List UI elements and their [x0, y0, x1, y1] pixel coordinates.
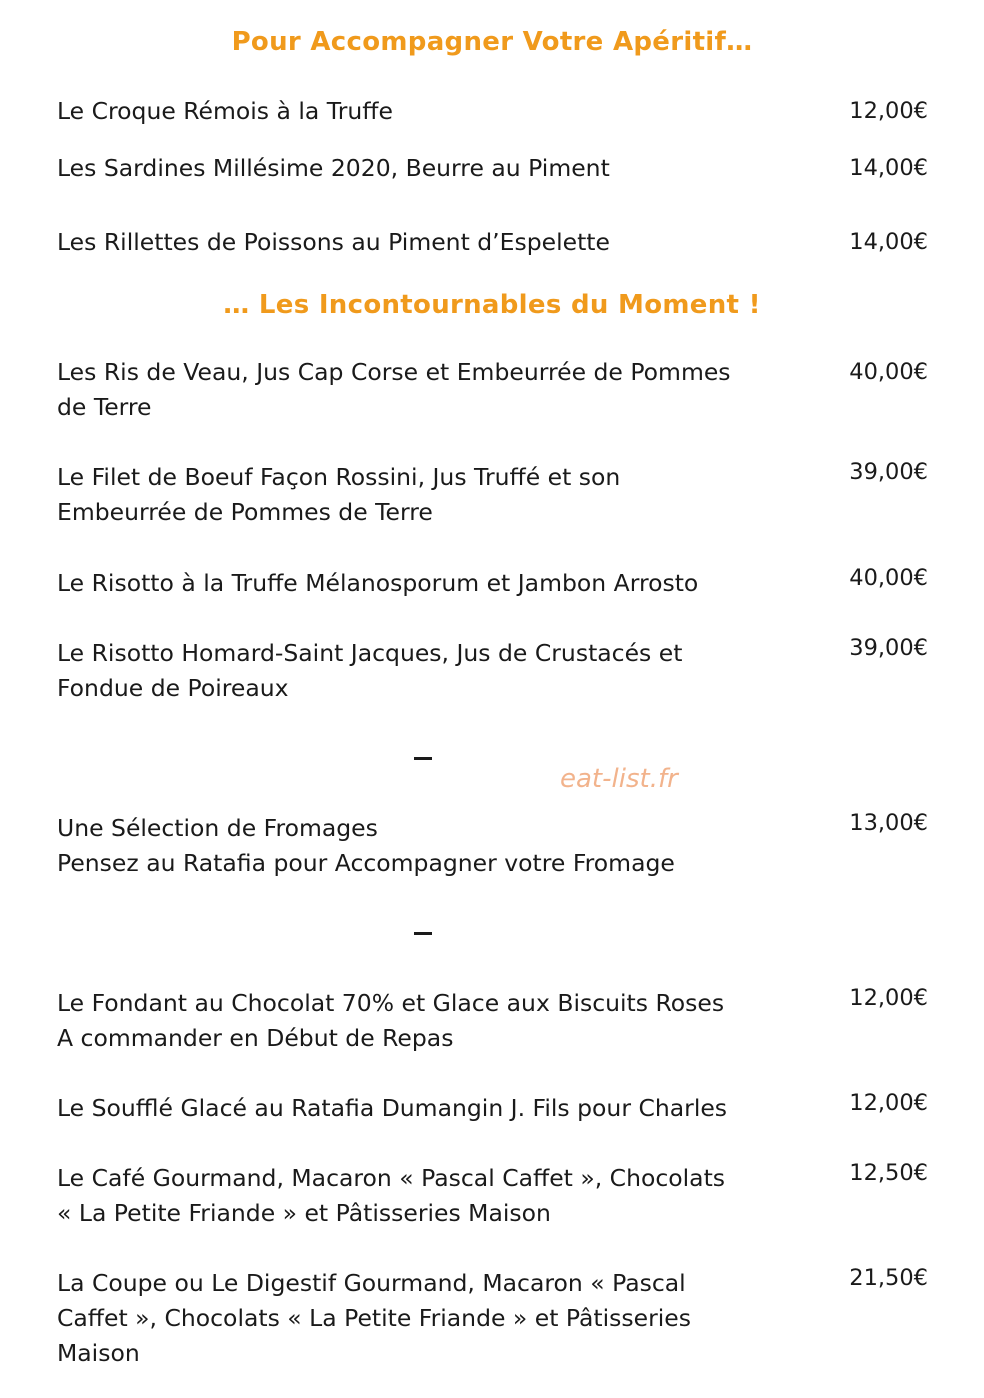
menu-item-name: Les Rillettes de Poissons au Piment d’Espelette: [57, 228, 610, 256]
menu-item-price: 12,00€: [849, 98, 928, 124]
menu-item-name: Le Café Gourmand, Macaron « Pascal Caffet », Chocolats « La Petite Friande » et Pâtisseries Maison: [57, 1164, 726, 1227]
menu-item-price: 39,00€: [849, 635, 928, 661]
menu-item-price: 12,00€: [849, 1090, 928, 1116]
menu-item-name: Le Risotto Homard-Saint Jacques, Jus de Crustacés et Fondue de Poireaux: [57, 639, 683, 702]
menu-item-price: 14,00€: [849, 155, 928, 181]
section-heading-aperitif: Pour Accompagner Votre Apéritif…: [231, 27, 753, 57]
menu-item-price: 40,00€: [849, 565, 928, 591]
menu-item-name: Les Ris de Veau, Jus Cap Corse et Embeurrée de Pommes de Terre: [57, 358, 731, 421]
menu-item-name: Le Risotto à la Truffe Mélanosporum et Jambon Arrosto: [57, 569, 699, 597]
menu-item-price: 12,50€: [849, 1160, 928, 1186]
menu-item-price: 21,50€: [849, 1265, 928, 1291]
menu-item-name: Le Soufflé Glacé au Ratafia Dumangin J. Fils pour Charles: [57, 1094, 728, 1122]
menu-item-price: 40,00€: [849, 359, 928, 385]
menu-item-price: 13,00€: [849, 810, 928, 836]
section-separator: [414, 757, 432, 760]
section-separator: [414, 932, 432, 935]
watermark: eat-list.fr: [560, 764, 678, 794]
menu-item-name: Les Sardines Millésime 2020, Beurre au Piment: [57, 154, 610, 182]
menu-item-price: 39,00€: [849, 459, 928, 485]
menu-item-name: Le Croque Rémois à la Truffe: [57, 97, 393, 125]
menu-item-price: 14,00€: [849, 229, 928, 255]
section-heading-incontournables: … Les Incontournables du Moment !: [223, 290, 761, 320]
menu-item-name: Le Filet de Boeuf Façon Rossini, Jus Truffé et son Embeurrée de Pommes de Terre: [57, 463, 621, 526]
menu-item-name: La Coupe ou Le Digestif Gourmand, Macaron « Pascal Caffet », Chocolats « La Petite Friande » et Pâtisseries Maison: [57, 1269, 692, 1367]
menu-item-name: Une Sélection de Fromages Pensez au Ratafia pour Accompagner votre Fromage: [57, 814, 675, 877]
menu-item-name: Le Fondant au Chocolat 70% et Glace aux Biscuits Roses A commander en Début de Repas: [57, 989, 725, 1052]
menu-item-price: 12,00€: [849, 985, 928, 1011]
